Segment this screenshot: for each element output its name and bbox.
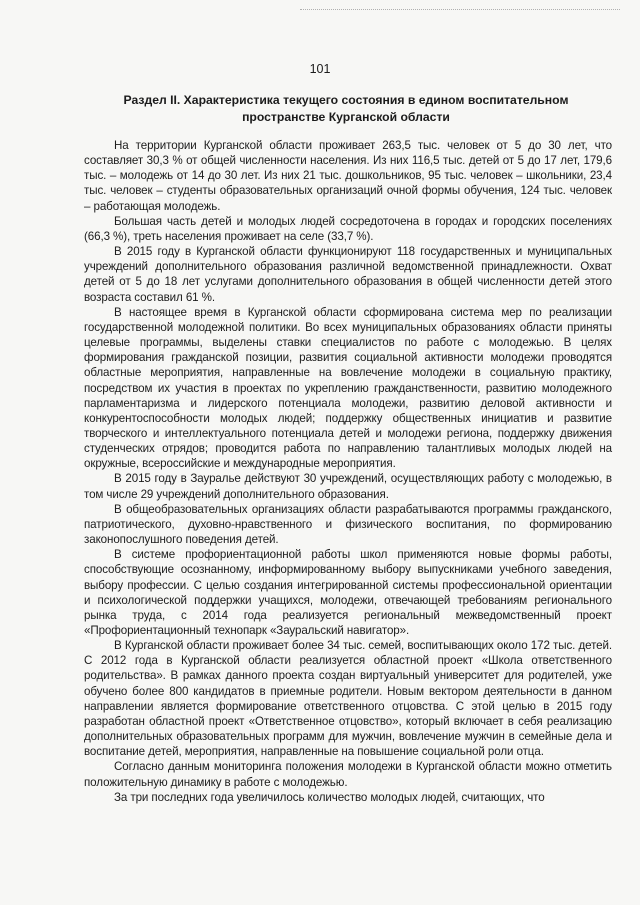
paragraph-population: На территории Курганской области проживает 263,5 тыс. человек от 5 до 30 лет, что составляет 30,3 % от общей численности населения. Из них 116,5 тыс. детей от 5 до 17 лет, 179,6 тыс. – молодежь от 14 до 30 лет. Из них 21 тыс. дошкольников, 95 тыс. человек – школьники, 23,4 тыс. человек – студенты образовательных организаций очной формы обучения, 124 тыс. человек – работающая молодежь. bbox=[84, 139, 612, 213]
body-text bbox=[84, 138, 612, 805]
section-heading-line-2: пространстве Курганской области bbox=[242, 110, 450, 124]
paragraph-families: В Курганской области проживает более 34 тыс. семей, воспитывающих около 172 тыс. детей. С 2012 года в Курганской области реализуется областной проект «Школа ответственного родительства». В рамках данного проекта создан виртуальный университет для родителей, уже обучено более 800 кандидатов в приемные родители. Новым вектором деятельности в данном направлении является формирование ответственного отцовства. С этой целью в 2015 году разработан областной проект «Ответственное отцовство», который включает в себя реализацию дополнительных образовательных программ для мужчин, вовлечение мужчин в семейные дела и воспитание детей, мероприятия, направленные на повышение социальной роли отца. bbox=[84, 639, 612, 759]
paragraph-monitoring: Согласно данным мониторинга положения молодежи в Курганской области можно отметить положительную динамику в работе с молодежью. bbox=[84, 760, 612, 789]
paragraph-school-programs: В общеобразовательных организациях области разрабатываются программы гражданского, патриотического, духовно-нравственного и физического воспитания, по формированию законопослушного поведения детей. bbox=[84, 502, 612, 547]
section-heading-line-1: Раздел II. Характеристика текущего состояния в едином воспитательном bbox=[123, 93, 569, 107]
section-heading bbox=[96, 92, 596, 126]
scan-edge-line bbox=[300, 9, 620, 10]
paragraph-urban-share: Большая часть детей и молодых людей сосредоточена в городах и городских поселениях (66,3 %), треть населения проживает на селе (33,7 %). bbox=[84, 214, 612, 243]
paragraph-youth-institutions: В 2015 году в Зауралье действуют 30 учреждений, осуществляющих работу с молодежью, в том числе 29 учреждений дополнительного образования. bbox=[84, 472, 612, 501]
paragraph-additional-education: В 2015 году в Курганской области функционируют 118 государственных и муниципальных учреждений дополнительного образования различной ведомственной принадлежности. Охват детей от 5 до 18 лет услугами дополнительного образования в общей численности детей этого возраста составил 61 %. bbox=[84, 245, 612, 304]
paragraph-youth-policy: В настоящее время в Курганской области сформирована система мер по реализации государственной молодежной политики. Во всех муниципальных образованиях области приняты целевые программы, выделены ставки специалистов по работе с молодежью. В целях формирования гражданской позиции, развития социальной активности молодежи проводятся областные мероприятия, направленные на вовлечение молодежи в социальную практику, посредством их участия в проектах по укреплению гражданственности, развитию молодежного парламентаризма и лидерского потенциала молодежи, развитию деловой активности и конкурентоспособности молодых людей; поддержку общественных инициатив и развитие творческого и интеллектуального потенциала детей и молодежи региона, поддержку движения студенческих отрядов; проводится работа по направлению талантливых молодых людей на окружные, всероссийские и международные мероприятия. bbox=[84, 305, 612, 471]
page-number: 101 bbox=[309, 62, 331, 76]
paragraph-trend: За три последних года увеличилось количество молодых людей, считающих, что bbox=[114, 790, 545, 804]
paragraph-career-guidance: В системе профориентационной работы школ применяются новые формы работы, способствующие осознанному, информированному выбору выпускниками учебного заведения, выбору профессии. С целью создания интегрированной системы профессиональной ориентации и психологической поддержки учащихся, молодежи, отвечающей требованиям регионального рынка труда, с 2014 года реализуется региональный межведомственный проект «Профориентационный технопарк «Зауральский навигатор». bbox=[84, 548, 612, 637]
